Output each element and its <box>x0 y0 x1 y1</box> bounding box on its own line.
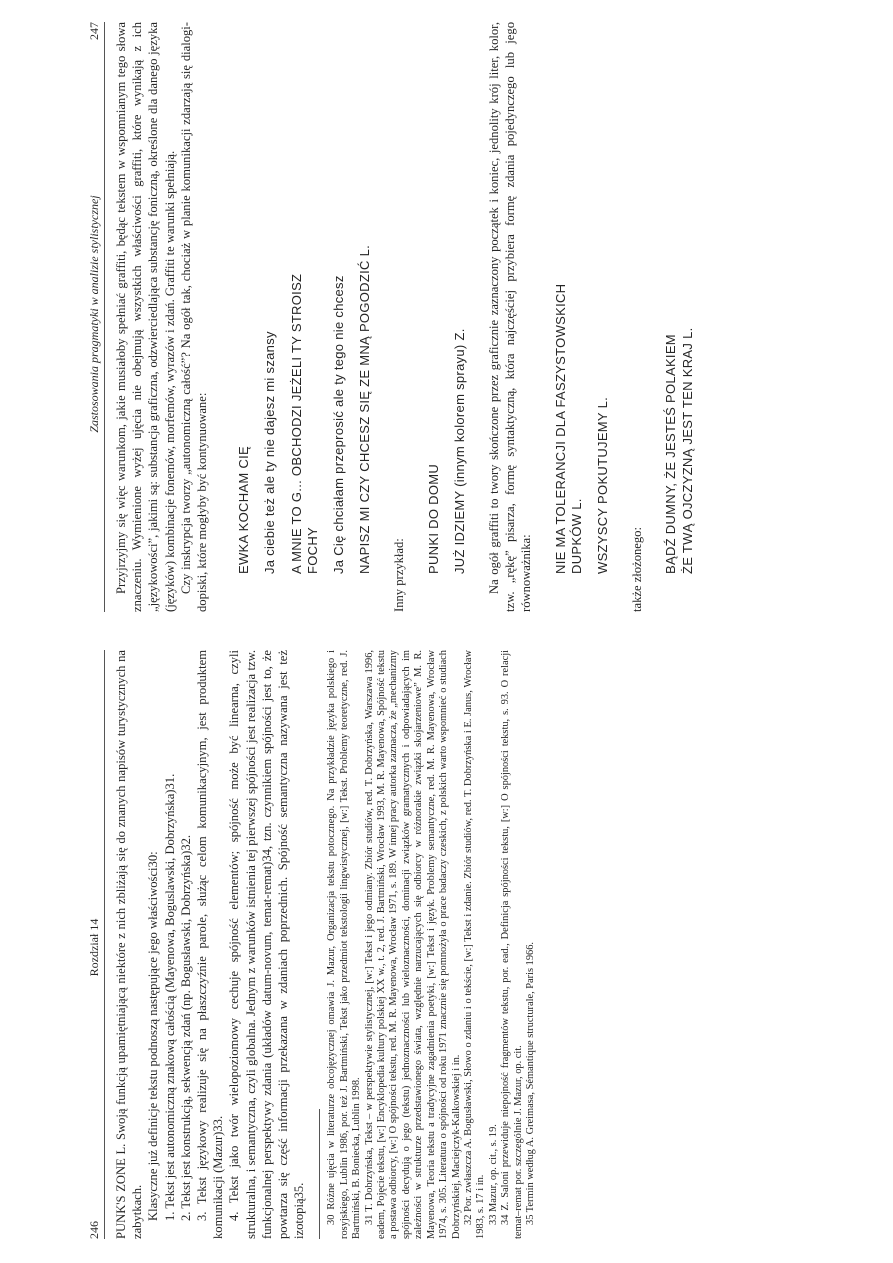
footnotes <box>326 650 537 1239</box>
paragraph: 4. Tekst jako twór wielopoziomowy cechuje spójność elementów; spójność może być linearna, czyli strukturalna, i semantyczna, czyli globalna. Jednym z warunków istnienia tej pierwszej spójności jest realizacja tzw. funkcjonalnej perspektywy zdania (układów datum-novum, temat-remat)34, tzn. czynnikiem spójności jest to, że powtarza się część informacji przekazana w zdaniach poprzednich. Spójność semantyczna nazywana jest też izotopią35. <box>227 650 307 1239</box>
graffiti-line: NAPISZ MI CZY CHCESZ SIĘ ZE MNĄ POGODZIĆ L. <box>357 244 373 574</box>
paragraph: 2. Tekst jest konstrukcją, sekwencją zdań (np. Bogusławski, Dobrzyńska)32. <box>178 834 193 1221</box>
left-page-header <box>62 650 105 1239</box>
footnote: 34 Z. Saloni przewiduje niepojność fragmentów tekstu, por. ead., Definicja spójności tekstu, [w:] O spójności tekstu, s. 93. O relacji temat–remat por. szczególnie J. Mazur, op. cit. <box>500 650 524 1239</box>
paragraph: także złożonego: <box>630 527 645 612</box>
paragraph: PUNK'S ZONE L. Swoją funkcją upamiętniającą niektóre z nich zbliżają się do znanych napisów turystycznych na zabytkach. <box>114 650 145 1239</box>
paragraph: Inny przykład: <box>392 538 407 612</box>
graffiti-line: DUPKÓW L. <box>568 498 584 574</box>
graffiti-line: ŻE TWĄ OJCZYZNĄ JEST TEN KRAJ L. <box>679 327 695 574</box>
graffiti-block <box>426 22 468 612</box>
graffiti-line: FOCHY <box>304 527 320 574</box>
graffiti-line: Ja ciebie też ale ty nie dajesz mi szansy <box>262 331 278 574</box>
graffiti-block <box>663 22 695 612</box>
right-body <box>113 22 696 612</box>
page-number: 247 <box>87 22 101 40</box>
graffiti-line: WSZYSCY POKUTUJEMY L. <box>595 396 611 574</box>
footnote: 30 Różne ujęcia w literaturze obcojęzycznej omawia J. Mazur, Organizacja tekstu potocznego. Na przykładzie języka polskiego i rosyjskiego, Lublin 1986, por. też J. Bartmiński, Tekst jako przedmiot tekstologii lingwistycznej, [w:] Tekst. Problemy teoretyczne, red. J. Bartmiński, B. Boniecka, Lublin 1998. <box>326 650 363 1239</box>
running-head: Zastosowania pragmatyki w analizie stylistycznej <box>87 195 101 433</box>
running-head: Rozdział 14 <box>87 918 101 977</box>
right-page-header <box>62 22 105 612</box>
left-page <box>0 632 893 1263</box>
footnote-separator <box>319 1109 320 1239</box>
footnote: 32 Por. zwłaszcza A. Bogusławski, Słowo o zdaniu i o tekście, [w:] Tekst i zdanie. Zbiór studiów, red. T. Dobrzyńska i E. Janus, Wrocław 1983, s. 17 i in. <box>462 650 487 1239</box>
page-number: 246 <box>87 1221 101 1239</box>
graffiti-line: Ja Cię chciałam przeprosić ale ty tego nie chcesz <box>331 275 347 574</box>
footnote: 31 T. Dobrzyńska, Tekst – w perspektywie stylistycznej, [w:] Tekst i jego odmiany. Zbiór studiów, red. T. Dobrzyńska, Warszawa 1996, eadem, Pojęcie tekstu, [w:] Encyklopedia kultury polskiej XX w., t. 2, red. J. Bartmiński, Wrocław 1993, M. R. Mayenowa, Spójność tekstu a postawa odbiorcy, [w:] O spójności tekstu, red. M. R. Mayenowa, Wrocław 1971, s. 189. W innej pracy autorka zaznacza, że „mechanizmy spójności decydują o jego (tekstu) jednoznaczności lub wieloznaczności, dominacji związków gramatycznych i odpowiadających im zależności w strukturze przedstawionego świata, względnie narzucających się odbiorcy w różnorakie związki skojarzeniowe” M. R. Mayenowa, Teoria tekstu a tradycyjne zagadnienia poetyki, [w:] Tekst i język. Problemy semantyczne, red. M. R. Mayenowa, Wrocław 1974, s. 305. Literatura o spójności od roku 1971 znacznie się pomnożyła o prace badaczy czeskich, z polskich warto wspomnieć o studiach Dobrzyńskiej, Maciejczyk-Kalkowskiej i in. <box>363 650 462 1239</box>
graffiti-block <box>553 22 612 612</box>
graffiti-line: NIE MA TOLERANCJI DLA FASZYSTOWSKICH <box>552 283 568 574</box>
graffiti-block <box>236 22 373 612</box>
left-body <box>113 650 307 1239</box>
paragraph: Czy inskrypcja tworzy „autonomiczną całość”? Na ogół tak, chociaż w planie komunikacji zdarzają się dialogi-dopiski, które mogłyby być kontynuowane: <box>178 22 210 612</box>
paragraph: Na ogół graffiti to twory skończone przez graficznie zaznaczony początek i koniec, jednolity krój liter, kolor, tzw. „rękę” pisarza, formę syntaktyczną, która najczęściej przybiera formę zdania pojedynczego lub jego równoważnika: <box>487 22 534 612</box>
graffiti-line: BĄDŹ DUMNY, ŻE JESTEŚ POLAKIEM <box>663 334 679 574</box>
paragraph: 3. Tekst językowy realizuje się na płaszczyźnie parole, służąc celom komunikacyjnym, jest produktem komunikacji (Mazur)33. <box>195 650 226 1239</box>
graffiti-line: EWKA KOCHAM CIĘ <box>236 445 252 574</box>
paragraph: 1. Tekst jest autonomiczną znakową całością (Mayenowa, Boguslawski, Dobrzyńska)31. <box>162 773 177 1221</box>
graffiti-line: JUŻ IDZIEMY (innym kolorem sprayu) Z. <box>451 328 467 574</box>
paragraph: Przyjrzyjmy się więc warunkom, jakie musiałoby spełniać graffiti, będąc tekstem w wspomnianym tego słowa znaczeniu. Wymienione wyżej ujęcia nie obejmują wszystkich właściwości graffiti, które wynikają z ich „językowości”, jakimi są: substancja graficzna, odzwierciedlająca substancję foniczną, określone dla danego języka (języków) kombinacje fonemów, morfemów, wyrazów i zdań. Graffiti te warunki spełniają. <box>114 22 177 612</box>
paragraph: Klasyczne już definicje tekstu podnoszą następujące jego właściwości30: <box>146 851 161 1221</box>
graffiti-line: PUNKI DO DOMU <box>425 463 441 574</box>
graffiti-line: A MNIE TO G... OBCHODZI JEŻELI TY STROISZ <box>288 273 304 574</box>
footnote: 33 Mazur, op. cit., s. 19. <box>487 1124 499 1225</box>
footnote: 35 Termin według A. Greimasa, Sémantique structurale, Paris 1966. <box>524 941 536 1225</box>
